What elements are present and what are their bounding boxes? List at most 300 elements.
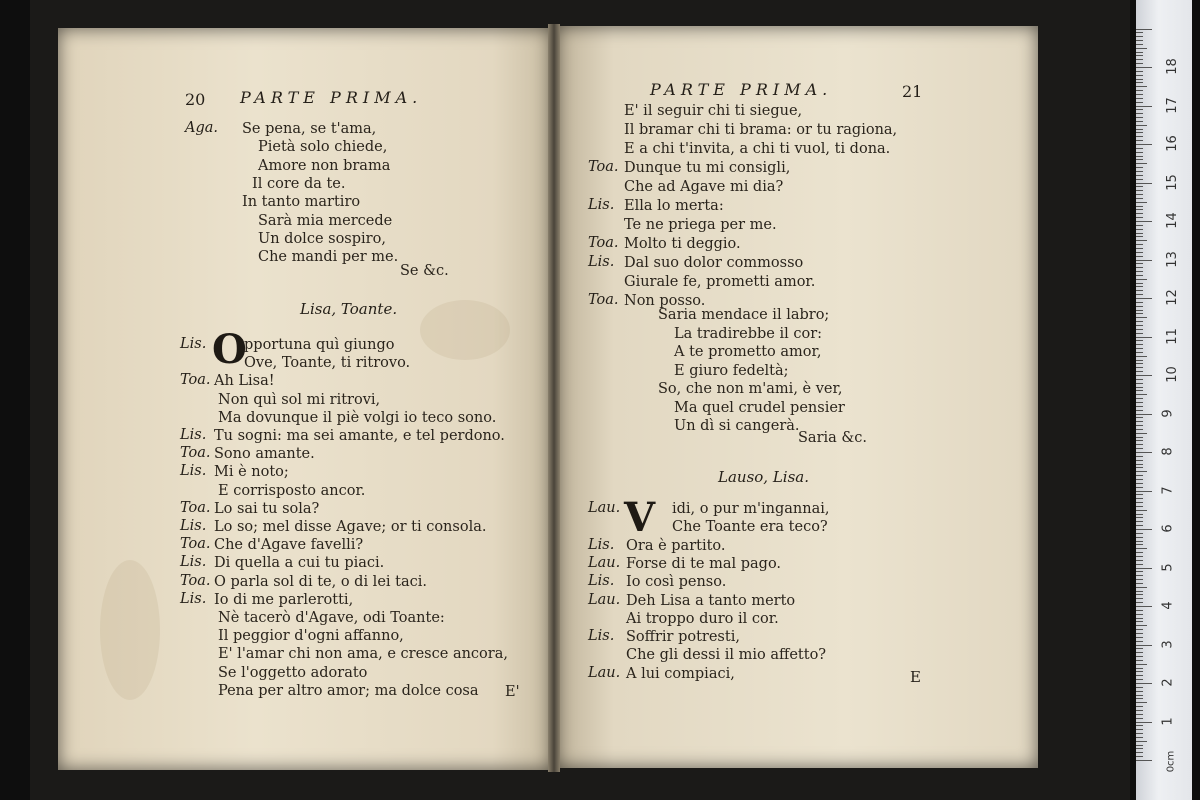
ruler-tick <box>1136 102 1143 103</box>
ruler-tick <box>1136 52 1143 53</box>
ruler-tick <box>1136 310 1143 311</box>
ruler-tick <box>1136 202 1147 203</box>
right-signature-mark: E <box>910 668 921 686</box>
ruler-tick <box>1136 248 1143 249</box>
ruler-tick <box>1136 113 1143 114</box>
ruler-tick <box>1136 544 1143 545</box>
ruler-tick <box>1136 517 1143 518</box>
dialogue-line: Il peggior d'ogni affanno, <box>218 628 404 645</box>
ruler-number: 9 <box>1160 408 1176 418</box>
aria-line: Se pena, se t'ama, <box>242 121 377 137</box>
aria-line: Ma quel crudel pensier <box>674 399 845 416</box>
ruler-tick <box>1136 283 1143 284</box>
ruler-tick <box>1136 448 1143 449</box>
ruler-tick <box>1136 352 1143 353</box>
dialogue-line: Io così penso. <box>626 574 727 591</box>
ruler-tick <box>1136 363 1143 364</box>
ruler-tick <box>1136 440 1143 441</box>
ruler-tick <box>1136 756 1143 757</box>
ruler-tick <box>1136 244 1143 245</box>
ruler-tick <box>1136 410 1143 411</box>
ruler-tick <box>1136 467 1143 468</box>
ruler-tick <box>1136 575 1143 576</box>
aria-line: So, che non m'ami, è ver, <box>658 381 843 397</box>
speaker-label: Toa. <box>180 445 211 462</box>
ruler-tick <box>1136 679 1143 680</box>
ruler-tick <box>1136 533 1143 534</box>
ruler-tick <box>1136 371 1143 372</box>
right-page-number: 21 <box>902 82 923 101</box>
ruler-tick <box>1136 163 1147 164</box>
ruler-tick <box>1136 29 1152 30</box>
ruler-tick <box>1136 621 1143 622</box>
ruler-tick <box>1136 121 1143 122</box>
ruler-tick <box>1136 498 1143 499</box>
dialogue-line: Lo so; mel disse Agave; or ti consola. <box>214 519 487 535</box>
ruler-tick <box>1136 475 1143 476</box>
ruler-tick <box>1136 67 1152 68</box>
dialogue-line: Ma dovunque il piè volgi io teco sono. <box>218 409 497 426</box>
ruler-tick <box>1136 86 1147 87</box>
ruler-tick <box>1136 240 1147 241</box>
ruler-tick <box>1136 213 1143 214</box>
speaker-label: Lau. <box>588 664 621 681</box>
ruler-tick <box>1136 602 1143 603</box>
dialogue-line: idi, o pur m'ingannai, <box>672 501 830 517</box>
ruler-number: 17 <box>1164 96 1180 114</box>
aria-end: Se &c. <box>400 263 449 279</box>
ruler-tick <box>1136 483 1143 484</box>
ruler-tick <box>1136 48 1147 49</box>
ruler-tick <box>1136 344 1143 345</box>
ruler-tick <box>1136 317 1147 318</box>
ruler-tick <box>1136 129 1143 130</box>
ruler-tick <box>1136 55 1143 56</box>
ruler-tick <box>1136 82 1143 83</box>
ruler-tick <box>1136 217 1143 218</box>
ruler-number: 4 <box>1160 601 1176 610</box>
ruler-tick <box>1136 487 1143 488</box>
ruler-tick <box>1136 183 1152 184</box>
dialogue-line: Che Toante era teco? <box>672 519 828 536</box>
ruler-tick <box>1136 109 1143 110</box>
ruler-tick <box>1136 729 1143 730</box>
ruler-tick <box>1136 348 1143 349</box>
dialogue-line: Se l'oggetto adorato <box>218 664 368 681</box>
ruler-tick <box>1136 633 1143 634</box>
ruler-number: 1 <box>1160 716 1176 726</box>
ruler-number: 18 <box>1164 58 1180 75</box>
ruler-tick <box>1136 706 1143 707</box>
ruler-unit: 0cm <box>1165 750 1177 773</box>
speaker-label: Toa. <box>180 536 211 553</box>
ruler-number: 6 <box>1160 524 1176 533</box>
ruler-tick <box>1136 306 1143 307</box>
ruler-tick <box>1136 460 1143 461</box>
dialogue-line: E' l'amar chi non ama, e cresce ancora, <box>218 646 508 663</box>
ruler-tick <box>1136 398 1143 399</box>
ruler-tick <box>1136 252 1143 253</box>
left-page-number: 20 <box>185 90 206 109</box>
speaker-label: Toa. <box>180 372 211 389</box>
speaker-label: Lis. <box>588 536 615 553</box>
speaker-label: Lis. <box>588 254 615 270</box>
ruler-tick <box>1136 464 1143 465</box>
dialogue-line: E a chi t'invita, a chi ti vuol, ti dona. <box>624 141 891 157</box>
dialogue-line: E corrisposto ancor. <box>218 482 366 499</box>
ruler-tick <box>1136 94 1143 95</box>
dialogue-line: Pena per altro amor; ma dolce cosa <box>218 682 479 699</box>
ruler-tick <box>1136 236 1143 237</box>
ruler-tick <box>1136 444 1143 445</box>
ruler-number: 11 <box>1164 327 1180 345</box>
dialogue-line: Ai troppo duro il cor. <box>626 610 779 627</box>
ruler-tick <box>1136 471 1147 472</box>
dialogue-line: Ah Lisa! <box>214 373 275 390</box>
ruler-tick <box>1136 479 1143 480</box>
ruler-tick <box>1136 556 1143 557</box>
ruler-tick <box>1136 387 1143 388</box>
ruler-tick <box>1136 591 1143 592</box>
ruler-tick <box>1136 209 1143 210</box>
dialogue-line: Dunque tu mi consigli, <box>624 160 791 176</box>
ruler-tick <box>1136 59 1143 60</box>
ruler-tick <box>1136 340 1143 341</box>
ruler-tick <box>1136 144 1152 145</box>
ruler-tick <box>1136 741 1147 742</box>
ruler-tick <box>1136 583 1143 584</box>
ruler-number: 7 <box>1160 485 1176 495</box>
ruler-tick <box>1136 502 1143 503</box>
aria-line: A te prometto amor, <box>674 344 822 360</box>
speaker-label: Lis. <box>588 197 615 213</box>
ruler-tick <box>1136 525 1143 526</box>
ruler-tick <box>1136 683 1152 684</box>
ruler-tick <box>1136 367 1143 368</box>
ruler-tick <box>1136 702 1147 703</box>
dialogue-line: Sono amante. <box>214 446 315 463</box>
paper-stain <box>420 300 510 360</box>
dialogue-line: Soffrir potresti, <box>626 629 740 646</box>
ruler-tick <box>1136 329 1143 330</box>
ruler-tick <box>1136 552 1143 553</box>
ruler-tick <box>1136 610 1143 611</box>
dialogue-line: Giurale fe, prometti amor. <box>624 274 816 290</box>
ruler-number: 15 <box>1164 173 1180 191</box>
ruler-tick <box>1136 698 1143 699</box>
ruler-tick <box>1136 648 1143 649</box>
dialogue-line: Nè tacerò d'Agave, odi Toante: <box>218 610 445 626</box>
ruler-tick <box>1136 429 1143 430</box>
dialogue-line: O parla sol di te, o di lei taci. <box>214 573 427 590</box>
dialogue-line: Deh Lisa a tanto merto <box>626 592 796 609</box>
speaker-label: Toa. <box>588 235 619 251</box>
dialogue-line: Che ad Agave mi dia? <box>624 179 784 195</box>
ruler-tick <box>1136 356 1147 357</box>
ruler-tick <box>1136 491 1152 492</box>
ruler-tick <box>1136 671 1143 672</box>
ruler-tick <box>1136 140 1143 141</box>
ruler-tick <box>1136 606 1152 607</box>
ruler-tick <box>1136 417 1143 418</box>
dialogue-line: Non posso. <box>624 293 706 309</box>
dialogue-line: Te ne priega per me. <box>624 217 777 233</box>
ruler-tick <box>1136 529 1152 530</box>
ruler-tick <box>1136 548 1147 549</box>
aria-line: Sarà mia mercede <box>258 212 393 229</box>
ruler-tick <box>1136 425 1143 426</box>
ruler-tick <box>1136 136 1143 137</box>
ruler-tick <box>1136 406 1143 407</box>
ruler-tick <box>1136 541 1143 542</box>
ruler-number: 2 <box>1160 678 1176 687</box>
ruler-tick <box>1136 579 1143 580</box>
ruler-tick <box>1136 148 1143 149</box>
ruler-tick <box>1136 568 1152 569</box>
ruler-tick <box>1136 360 1143 361</box>
ruler-tick <box>1136 337 1152 338</box>
ruler-tick <box>1136 375 1152 376</box>
ruler-number: 5 <box>1160 562 1176 572</box>
ruler-tick <box>1136 437 1143 438</box>
ruler-tick <box>1136 313 1143 314</box>
book-gutter <box>548 24 560 772</box>
ruler-tick <box>1136 394 1147 395</box>
ruler-tick <box>1136 186 1143 187</box>
aria-line: Un dolce sospiro, <box>258 230 386 247</box>
ruler-tick <box>1136 452 1152 453</box>
ruler-tick <box>1136 152 1143 153</box>
dialogue-line: Dal suo dolor commosso <box>624 255 804 271</box>
ruler-tick <box>1136 456 1143 457</box>
ruler-tick <box>1136 506 1143 507</box>
ruler-tick <box>1136 98 1143 99</box>
speaker-label: Lis. <box>180 554 207 571</box>
dialogue-line: Mi è noto; <box>214 464 289 481</box>
dialogue-line: Ora è partito. <box>626 537 726 554</box>
ruler-tick <box>1136 302 1143 303</box>
ruler-tick <box>1136 687 1143 688</box>
dialogue-line: Il bramar chi ti brama: or tu ragiona, <box>624 122 898 138</box>
dialogue-line: A lui compiaci, <box>626 665 735 682</box>
ruler-tick <box>1136 587 1147 588</box>
ruler-tick <box>1136 325 1143 326</box>
speaker-label: Toa. <box>588 292 619 308</box>
ruler-tick <box>1136 294 1143 295</box>
aria-line: Che mandi per me. <box>258 249 399 266</box>
ruler-tick <box>1136 718 1143 719</box>
speaker-label: Lis. <box>180 463 207 480</box>
ruler-tick <box>1136 637 1143 638</box>
ruler-tick <box>1136 722 1152 723</box>
ruler-tick <box>1136 379 1143 380</box>
ruler-tick <box>1136 286 1143 287</box>
ruler-tick <box>1136 175 1143 176</box>
ruler-tick <box>1136 275 1143 276</box>
ruler-number: 16 <box>1164 135 1180 152</box>
speaker-label: Lis. <box>588 573 615 590</box>
ruler-tick <box>1136 90 1143 91</box>
ruler-tick <box>1136 171 1143 172</box>
ruler-tick <box>1136 383 1143 384</box>
ruler-tick <box>1136 159 1143 160</box>
ruler-tick <box>1136 668 1143 669</box>
aria-speaker: Aga. <box>185 120 219 136</box>
ruler-tick <box>1136 710 1143 711</box>
ruler-tick <box>1136 271 1143 272</box>
dialogue-line: Forse di te mal pago. <box>626 555 782 572</box>
speaker-label: Lis. <box>180 336 207 352</box>
dialogue-line: Molto ti deggio. <box>624 236 741 252</box>
ruler-tick <box>1136 390 1143 391</box>
left-catchword: E' <box>505 684 520 700</box>
dialogue-line: Lo sai tu sola? <box>214 500 320 517</box>
right-aria-end: Saria &c. <box>798 430 868 446</box>
right-drop-cap: V <box>624 494 656 541</box>
dialogue-line: pportuna quì giungo <box>244 337 395 353</box>
ruler-tick <box>1136 521 1143 522</box>
ruler-tick <box>1136 106 1152 107</box>
ruler-tick <box>1136 36 1143 37</box>
ruler-tick <box>1136 510 1147 511</box>
ruler-tick <box>1136 256 1143 257</box>
ruler-tick <box>1136 695 1143 696</box>
ruler-tick <box>1136 714 1143 715</box>
ruler-tick <box>1136 725 1143 726</box>
ruler-tick <box>1136 321 1143 322</box>
ruler-tick <box>1136 629 1143 630</box>
ruler-tick <box>1136 194 1143 195</box>
aria-line: Il core da te. <box>252 175 346 192</box>
ruler-tick <box>1136 298 1152 299</box>
dialogue-line: Ove, Toante, ti ritrovo. <box>244 355 411 372</box>
ruler-tick <box>1136 614 1143 615</box>
ruler-tick <box>1136 618 1143 619</box>
right-scene-title: Lauso, Lisa. <box>718 468 809 486</box>
aria-line: La tradirebbe il cor: <box>674 325 823 342</box>
speaker-label: Lau. <box>588 500 621 516</box>
ruler-tick <box>1136 44 1143 45</box>
ruler-tick <box>1136 206 1143 207</box>
aria-line: Saria mendace il labro; <box>658 307 830 323</box>
ruler-tick <box>1136 660 1143 661</box>
ruler-tick <box>1136 571 1143 572</box>
ruler-tick <box>1136 414 1152 415</box>
dialogue-line: Ella lo merta: <box>624 198 724 214</box>
dialogue-line: Tu sogni: ma sei amante, e tel perdono. <box>214 428 505 444</box>
dialogue-line: Non quì sol mi ritrovi, <box>218 391 381 408</box>
ruler-tick <box>1136 645 1152 646</box>
speaker-label: Toa. <box>588 159 619 175</box>
speaker-label: Lau. <box>588 554 621 571</box>
ruler-number: 10 <box>1164 366 1180 383</box>
ruler-tick <box>1136 290 1143 291</box>
ruler-tick <box>1136 233 1143 234</box>
ruler-tick <box>1136 652 1143 653</box>
ruler-tick <box>1136 117 1143 118</box>
ruler-tick <box>1136 32 1143 33</box>
ruler-tick <box>1136 132 1143 133</box>
ruler-tick <box>1136 263 1143 264</box>
ruler-number: 3 <box>1160 639 1176 649</box>
ruler-tick <box>1136 402 1143 403</box>
ruler-number: 13 <box>1164 250 1180 268</box>
ruler-tick <box>1136 564 1143 565</box>
paper-stain <box>100 560 160 700</box>
ruler-tick <box>1136 760 1152 761</box>
ruler-tick <box>1136 167 1143 168</box>
ruler-tick <box>1136 63 1143 64</box>
ruler-tick <box>1136 198 1143 199</box>
ruler-tick <box>1136 745 1143 746</box>
aria-line: Amore non brama <box>258 157 391 174</box>
dialogue-line: E' il seguir chi ti siegue, <box>624 103 803 119</box>
aria-line: In tanto martiro <box>242 194 361 211</box>
ruler-tick <box>1136 514 1143 515</box>
dialogue-line: Che gli dessi il mio affetto? <box>626 647 827 664</box>
ruler-tick <box>1136 594 1143 595</box>
speaker-label: Lis. <box>588 628 615 645</box>
right-page-header: PARTE PRIMA. <box>650 80 833 99</box>
ruler-tick <box>1136 267 1143 268</box>
ruler-tick <box>1136 656 1143 657</box>
ruler-tick <box>1136 125 1147 126</box>
ruler-tick <box>1136 733 1143 734</box>
dialogue-line: Che d'Agave favelli? <box>214 537 364 554</box>
ruler-tick <box>1136 190 1143 191</box>
ruler-tick <box>1136 675 1143 676</box>
ruler-tick <box>1136 156 1143 157</box>
ruler-number: 12 <box>1164 289 1180 306</box>
ruler-tick <box>1136 748 1143 749</box>
ruler-tick <box>1136 737 1143 738</box>
ruler-tick <box>1136 40 1143 41</box>
left-scene-title: Lisa, Toante. <box>300 300 398 318</box>
ruler-tick <box>1136 598 1143 599</box>
ruler-tick <box>1136 79 1143 80</box>
ruler-tick <box>1136 494 1143 495</box>
dialogue-line: Di quella a cui tu piaci. <box>214 555 385 572</box>
ruler-tick <box>1136 433 1147 434</box>
left-drop-cap: O <box>212 326 247 373</box>
ruler-tick <box>1136 221 1152 222</box>
ruler-tick <box>1136 333 1143 334</box>
aria-line: Un dì si cangerà. <box>674 418 800 434</box>
ruler-tick <box>1136 75 1143 76</box>
ruler-tick <box>1136 752 1143 753</box>
ruler-tick <box>1136 560 1143 561</box>
ruler-tick <box>1136 260 1152 261</box>
speaker-label: Toa. <box>180 499 211 516</box>
ruler-tick <box>1136 229 1143 230</box>
ruler-number: 8 <box>1160 447 1176 456</box>
ruler-tick <box>1136 421 1143 422</box>
speaker-label: Lis. <box>180 590 207 607</box>
ruler-tick <box>1136 225 1143 226</box>
ruler-tick <box>1136 641 1143 642</box>
ruler-tick <box>1136 279 1147 280</box>
left-page-header: PARTE PRIMA. <box>240 88 423 107</box>
ruler-number: 14 <box>1164 212 1180 229</box>
aria-line: Pietà solo chiede, <box>258 139 388 156</box>
ruler-tick <box>1136 664 1147 665</box>
aria-line: E giuro fedeltà; <box>674 362 789 379</box>
ruler-tick <box>1136 537 1143 538</box>
speaker-label: Lis. <box>180 427 207 443</box>
ruler-tick <box>1136 179 1143 180</box>
dialogue-line: Io di me parlerotti, <box>214 591 354 608</box>
speaker-label: Toa. <box>180 572 211 589</box>
